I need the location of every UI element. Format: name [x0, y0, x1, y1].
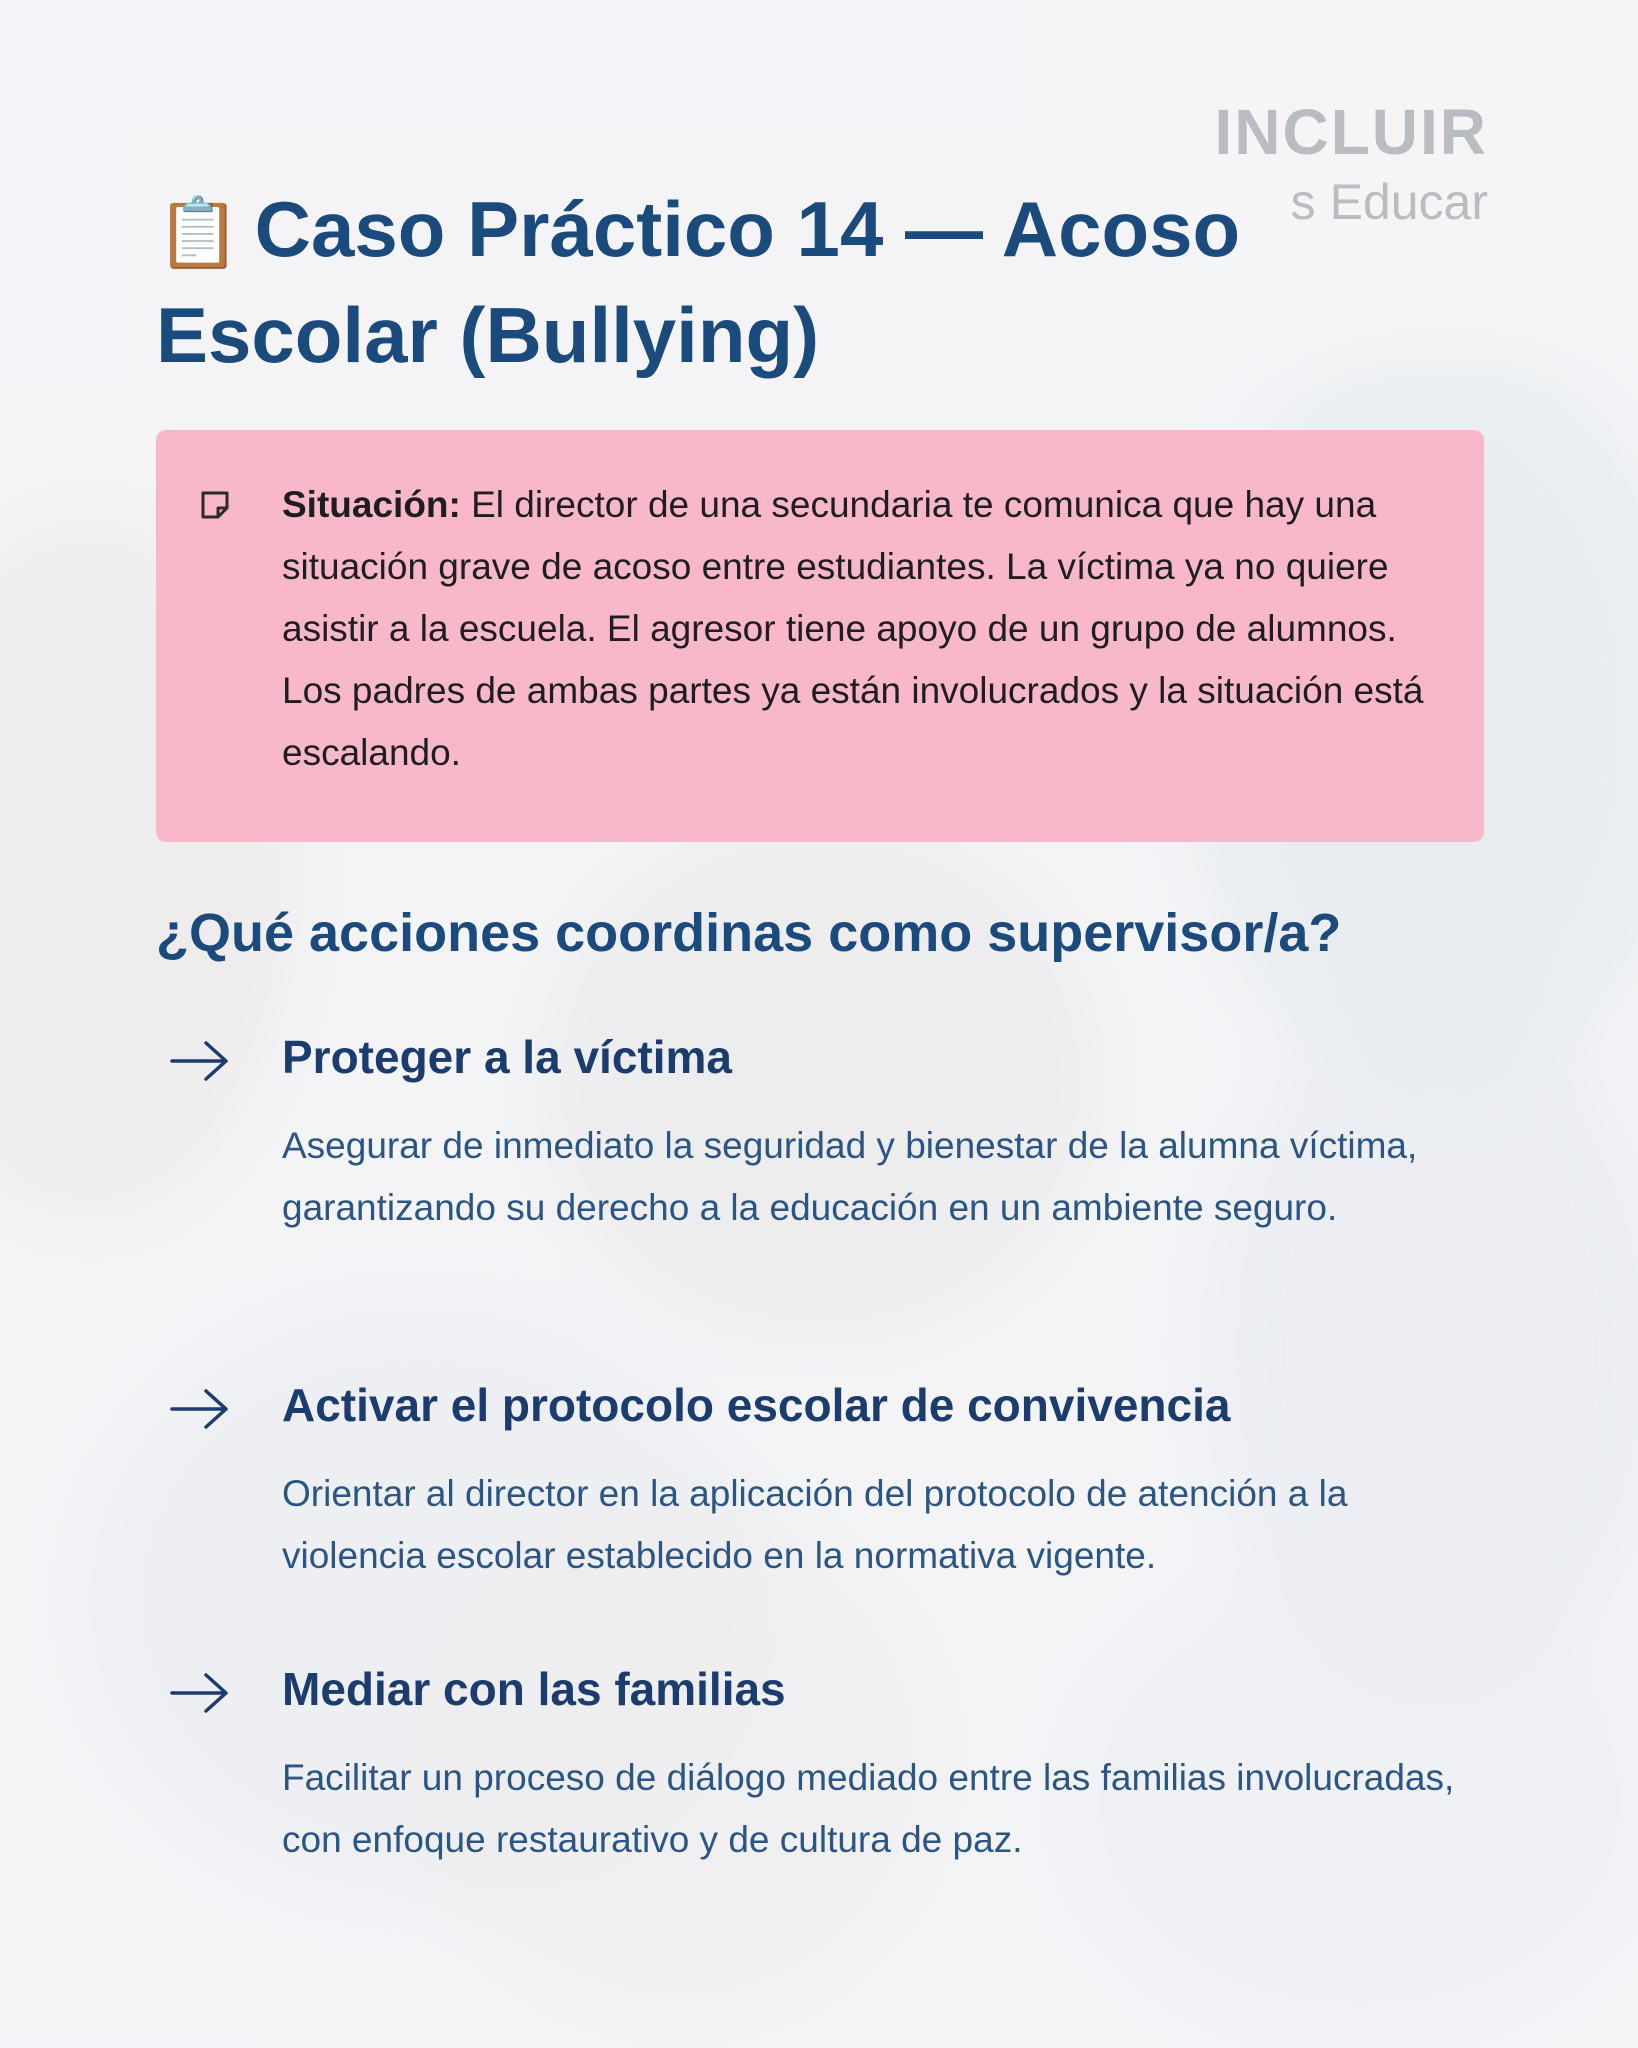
situation-body: El director de una secundaria te comunica que hay una situación grave de acoso entre estudiantes. La víctima ya no quiere asistir a la escuela. El agresor tiene apoyo de un grupo de alumnos. Los padres de ambas partes ya están involucrados y la situación está escalando. — [282, 484, 1424, 773]
action-description: Facilitar un proceso de diálogo mediado entre las familias involucradas, con enfoque restaurativo y de cultura de paz. — [282, 1757, 1455, 1860]
sign-line-1: INCLUIR — [1214, 96, 1488, 168]
action-title: Mediar con las familias — [282, 1663, 786, 1715]
action-description: Orientar al director en la aplicación del protocolo de atención a la violencia escolar establecido en la normativa vigente. — [282, 1473, 1348, 1576]
note-icon — [198, 488, 232, 522]
situation-box — [156, 430, 1484, 842]
arrow-right-icon — [168, 1670, 232, 1716]
page-title — [156, 178, 1316, 386]
section-question: ¿Qué acciones coordinas como supervisor/a? — [156, 903, 1342, 963]
sign-line-2: s Educar — [1290, 174, 1488, 230]
arrow-right-icon — [168, 1386, 232, 1432]
action-title: Activar el protocolo escolar de convivencia — [282, 1379, 1231, 1431]
action-title: Proteger a la víctima — [282, 1031, 732, 1083]
arrow-right-icon — [168, 1038, 232, 1084]
page-title-text: Caso Práctico 14 — Acoso Escolar (Bullying) — [156, 185, 1241, 379]
clipboard-icon: 📋 — [156, 195, 241, 271]
action-description: Asegurar de inmediato la seguridad y bienestar de la alumna víctima, garantizando su derecho a la educación en un ambiente seguro. — [282, 1125, 1418, 1228]
situation-text — [282, 474, 1432, 784]
situation-label: Situación: — [282, 484, 461, 525]
